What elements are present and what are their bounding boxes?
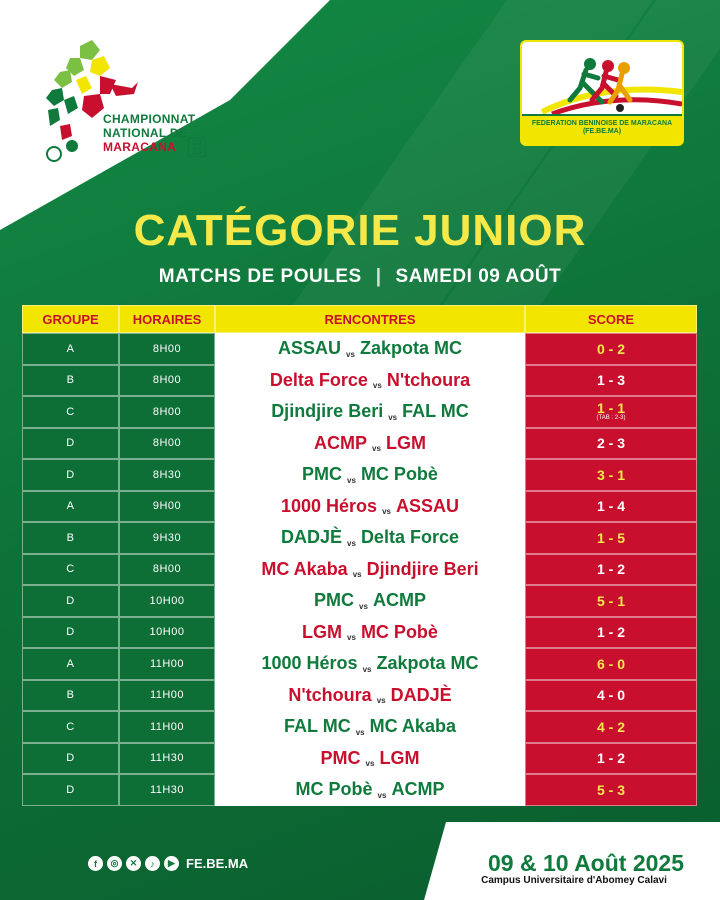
away-team: MC Akaba	[369, 716, 456, 737]
table-row	[22, 491, 697, 523]
header-groupe: GROUPE	[22, 305, 119, 333]
header-rencontres: RENCONTRES	[215, 305, 525, 333]
home-team: LGM	[302, 621, 343, 642]
time-cell: 8H00	[119, 396, 215, 428]
event-venue: Campus Universitaire d'Abomey Calavi	[481, 875, 667, 886]
group-cell: B	[22, 365, 119, 397]
time-cell: 11H30	[119, 743, 215, 775]
score-value: 1 - 3	[596, 372, 625, 389]
home-team: PMC	[302, 464, 343, 485]
home-team: N'tchoura	[288, 684, 372, 705]
score-cell	[525, 396, 697, 428]
time-cell: 11H30	[119, 774, 215, 806]
away-team: N'tchoura	[386, 369, 471, 390]
score-cell	[525, 585, 697, 617]
home-team: ASSAU	[278, 338, 342, 359]
vs-label: vs	[346, 349, 355, 359]
match-cell	[215, 711, 525, 743]
score-value: 1 - 1	[596, 400, 625, 417]
table-row	[22, 428, 697, 460]
time-cell: 9H00	[119, 491, 215, 523]
match-cell	[215, 554, 525, 586]
match-cell	[215, 585, 525, 617]
vs-label: vs	[359, 601, 368, 611]
home-team: PMC	[320, 747, 361, 768]
logo-line1: CHAMPIONNAT	[103, 112, 196, 126]
group-cell: C	[22, 554, 119, 586]
match-cell	[215, 396, 525, 428]
score-value: 4 - 0	[596, 687, 625, 704]
table-row	[22, 711, 697, 743]
table-row	[22, 743, 697, 775]
logo-year-bottom: 25	[191, 146, 202, 156]
group-cell: B	[22, 680, 119, 712]
header-horaires: HORAIRES	[119, 305, 215, 333]
social-handle: FE.BE.MA	[186, 856, 249, 871]
time-cell: 11H00	[119, 680, 215, 712]
group-cell: A	[22, 491, 119, 523]
match-cell	[215, 333, 525, 365]
vs-label: vs	[372, 444, 381, 453]
score-value: 1 - 2	[596, 561, 625, 578]
vs-label: vs	[347, 538, 356, 548]
score-value: 3 - 1	[596, 466, 625, 483]
match-cell	[215, 459, 525, 491]
away-team: MC Pobè	[360, 621, 438, 642]
vs-label: vs	[388, 412, 398, 422]
subtitle-separator: |	[375, 266, 382, 287]
table-row	[22, 585, 697, 617]
away-team: LGM	[385, 432, 426, 453]
vs-label: vs	[355, 727, 365, 737]
group-cell: B	[22, 522, 119, 554]
table-header	[22, 305, 697, 333]
home-team: ACMP	[314, 432, 368, 453]
home-team: Djindjire Beri	[271, 401, 384, 422]
instagram-icon[interactable]: ◎	[107, 856, 122, 871]
match-cell	[215, 365, 525, 397]
score-cell	[525, 648, 697, 680]
federation-logo	[520, 40, 684, 146]
score-value: 4 - 2	[596, 718, 625, 735]
home-team: 1000 Héros	[281, 495, 378, 516]
match-cell	[215, 491, 525, 523]
table-row	[22, 617, 697, 649]
score-value: 6 - 0	[596, 655, 625, 672]
penalty-note: (TAB : 2-3)	[596, 415, 626, 422]
score-value: 5 - 1	[596, 592, 625, 609]
away-team: ACMP	[372, 590, 426, 611]
logo-line2: NATIONAL DE	[103, 126, 188, 140]
home-team: Delta Force	[269, 369, 368, 390]
home-team: MC Pobè	[295, 779, 373, 800]
logo-year	[188, 137, 206, 157]
time-cell: 8H00	[119, 428, 215, 460]
score-cell	[525, 365, 697, 397]
score-value: 2 - 3	[596, 435, 625, 452]
score-cell	[525, 459, 697, 491]
score-value: 1 - 2	[596, 750, 625, 767]
event-date: 09 & 10 Août 2025	[487, 850, 685, 876]
vs-label: vs	[347, 475, 356, 485]
match-cell	[215, 617, 525, 649]
table-row	[22, 522, 697, 554]
time-cell: 8H00	[119, 333, 215, 365]
time-cell: 8H30	[119, 459, 215, 491]
score-value: 0 - 2	[596, 340, 625, 357]
home-team: PMC	[314, 590, 355, 611]
championnat-logo	[40, 36, 220, 186]
match-cell	[215, 522, 525, 554]
vs-label: vs	[347, 633, 356, 642]
table-body	[22, 333, 697, 806]
time-cell: 8H00	[119, 365, 215, 397]
match-cell	[215, 648, 525, 680]
federation-name-line2: (FE.BE.MA)	[582, 128, 622, 135]
match-cell	[215, 774, 525, 806]
away-team: Zakpota MC	[376, 653, 479, 674]
time-cell: 8H00	[119, 554, 215, 586]
vs-label: vs	[376, 696, 386, 705]
score-cell	[525, 522, 697, 554]
score-value: 1 - 5	[596, 529, 625, 546]
home-team: DADJÈ	[281, 527, 343, 548]
vs-label: vs	[352, 570, 362, 579]
away-team: MC Pobè	[360, 464, 438, 485]
federation-players-icon	[522, 42, 684, 116]
vs-label: vs	[382, 507, 391, 516]
time-cell: 11H00	[119, 711, 215, 743]
logo-line3: MARACANA	[103, 140, 177, 154]
away-team: FAL MC	[402, 401, 469, 422]
away-team: Zakpota MC	[359, 338, 462, 359]
away-team: LGM	[379, 747, 420, 768]
group-cell: D	[22, 585, 119, 617]
social-links	[88, 856, 248, 871]
facebook-icon[interactable]: f	[88, 856, 103, 871]
group-cell: C	[22, 711, 119, 743]
group-cell: D	[22, 617, 119, 649]
away-team: ASSAU	[395, 495, 459, 516]
table-row	[22, 680, 697, 712]
match-cell	[215, 743, 525, 775]
page-title: CATÉGORIE JUNIOR	[133, 206, 587, 255]
away-team: ACMP	[391, 779, 445, 800]
match-cell	[215, 680, 525, 712]
subtitle-left: MATCHS DE POULES	[158, 266, 362, 287]
vs-label: vs	[377, 790, 387, 800]
score-value: 1 - 4	[596, 498, 625, 515]
score-cell	[525, 491, 697, 523]
table-row	[22, 365, 697, 397]
federation-name	[522, 120, 682, 136]
time-cell: 11H00	[119, 648, 215, 680]
x-icon[interactable]: ✕	[126, 856, 141, 871]
table-row	[22, 396, 697, 428]
subtitle-right: SAMEDI 09 AOÛT	[395, 266, 562, 287]
home-team: 1000 Héros	[261, 653, 358, 674]
federation-name-line1: FEDERATION BENINOISE DE MARACANA	[531, 120, 673, 127]
youtube-icon[interactable]: ▶	[164, 856, 179, 871]
vs-label: vs	[372, 381, 382, 390]
group-cell: A	[22, 333, 119, 365]
match-cell	[215, 428, 525, 460]
time-cell: 10H00	[119, 585, 215, 617]
group-cell: D	[22, 743, 119, 775]
score-cell	[525, 333, 697, 365]
away-team: Djindjire Beri	[366, 558, 479, 579]
score-cell	[525, 711, 697, 743]
group-cell: D	[22, 774, 119, 806]
group-cell: C	[22, 396, 119, 428]
table-row	[22, 459, 697, 491]
logo-year-top: 20	[191, 137, 202, 147]
score-cell	[525, 428, 697, 460]
table-row	[22, 554, 697, 586]
group-cell: D	[22, 459, 119, 491]
table-row	[22, 333, 697, 365]
time-cell: 9H30	[119, 522, 215, 554]
score-cell	[525, 617, 697, 649]
page-subtitle	[0, 266, 720, 288]
table-row	[22, 774, 697, 806]
away-team: DADJÈ	[390, 684, 452, 705]
score-value: 1 - 2	[596, 624, 625, 641]
home-team: MC Akaba	[261, 558, 348, 579]
score-cell	[525, 680, 697, 712]
tiktok-icon[interactable]: ♪	[145, 856, 160, 871]
score-cell	[525, 554, 697, 586]
matches-table	[22, 305, 697, 806]
vs-label: vs	[365, 759, 375, 768]
score-value: 5 - 3	[596, 781, 625, 798]
home-team: FAL MC	[284, 716, 351, 737]
score-cell	[525, 743, 697, 775]
header-score: SCORE	[525, 305, 697, 333]
group-cell: D	[22, 428, 119, 460]
championnat-wordmark	[103, 112, 195, 154]
away-team: Delta Force	[360, 527, 459, 548]
vs-label: vs	[362, 664, 372, 674]
time-cell: 10H00	[119, 617, 215, 649]
group-cell: A	[22, 648, 119, 680]
table-row	[22, 648, 697, 680]
score-cell	[525, 774, 697, 806]
